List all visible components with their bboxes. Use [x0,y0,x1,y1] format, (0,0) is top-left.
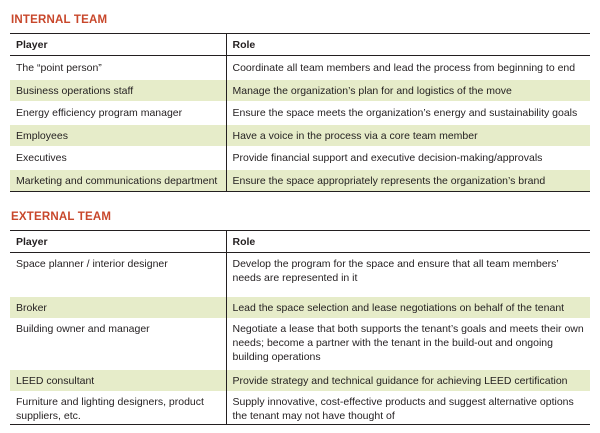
internal-team-title: INTERNAL TEAM [11,14,108,26]
role-cell: Ensure the space meets the organization’s energy and sustainability goals [226,101,590,125]
table-row [10,253,590,298]
column-header-role: Role [226,34,590,56]
role-cell: Ensure the space appropriately represents the organization’s brand [226,170,590,192]
player-cell: Employees [10,125,226,146]
column-header-player: Player [10,34,226,56]
table-row [10,56,590,81]
internal-team-table [10,33,590,192]
role-cell: Provide strategy and technical guidance for achieving LEED certification [226,370,590,391]
table-row [10,297,590,318]
role-cell: Lead the space selection and lease negotiations on behalf of the tenant [226,297,590,318]
table-row [10,170,590,192]
table-header-row [10,34,590,56]
player-cell: Executives [16,152,67,164]
role-cell: Provide financial support and executive decision-making/approvals [226,146,590,170]
table-row [10,80,590,101]
table-row [10,318,590,370]
table-row [10,391,590,425]
table-row [10,125,590,146]
role-cell: Manage the organization’s plan for and logistics of the move [226,80,590,101]
external-team-title: EXTERNAL TEAM [11,211,112,223]
role-cell: Coordinate all team members and lead the process from beginning to end [226,56,590,81]
table-row [10,370,590,391]
role-cell: Have a voice in the process via a core team member [226,125,590,146]
role-cell: Negotiate a lease that both supports the tenant’s goals and meets their own needs; become a partner with the tenant in the build-out and ongoing building operations [226,318,590,370]
player-cell: Furniture and lighting designers, product suppliers, etc. [10,391,226,425]
column-header-role: Role [226,231,590,253]
table-header-row [10,231,590,253]
role-cell: Develop the program for the space and ensure that all team members’ needs are represented in it [226,253,590,298]
table-row [10,101,590,125]
table-row [10,146,590,170]
player-cell: Space planner / interior designer [16,258,168,270]
player-cell: Energy efficiency program manager [16,107,183,119]
player-cell: LEED consultant [10,370,226,391]
external-team-table [10,230,590,425]
player-cell: Business operations staff [10,80,226,101]
player-cell: Building owner and manager [16,323,150,335]
player-cell: Marketing and communications department [10,170,226,192]
role-cell: Supply innovative, cost-effective products and suggest alternative options the tenant may not have thought of [226,391,590,425]
column-header-player: Player [10,231,226,253]
player-cell: Broker [10,297,226,318]
player-cell: The “point person” [16,62,102,74]
